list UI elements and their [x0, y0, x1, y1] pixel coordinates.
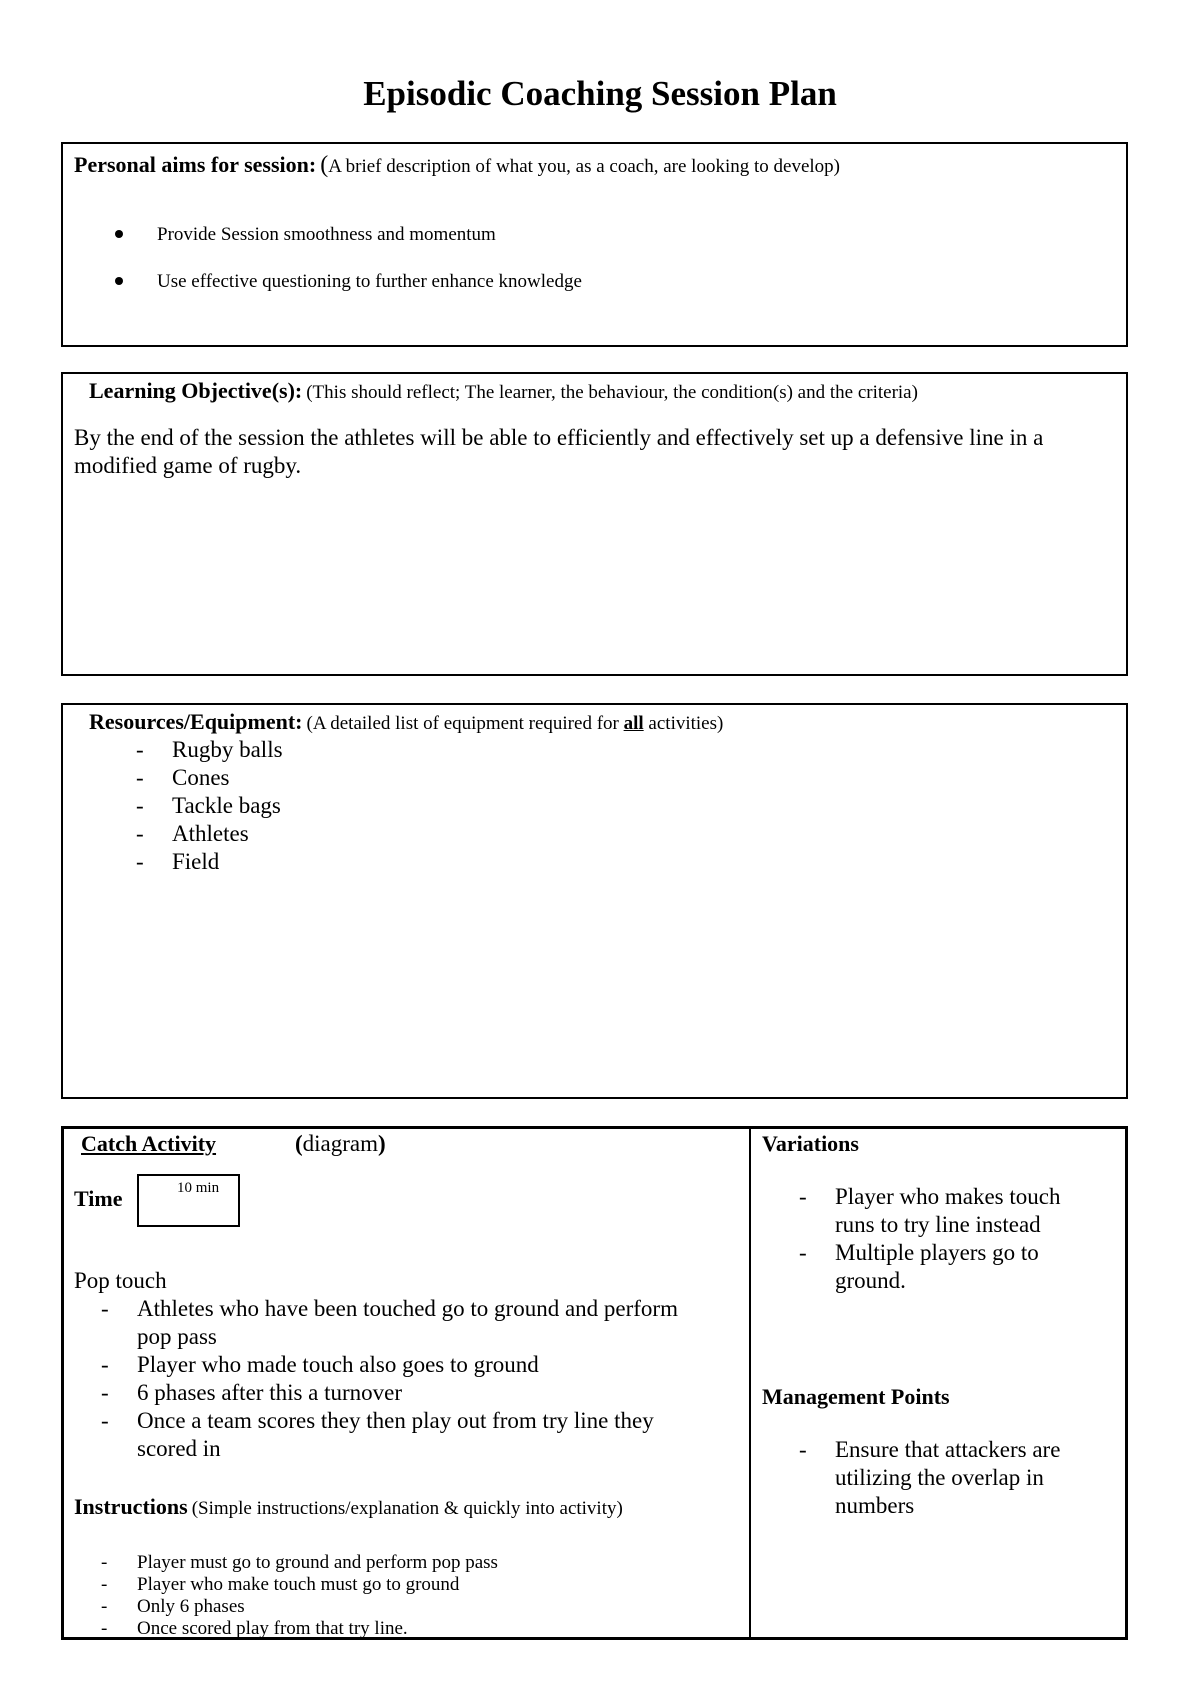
management-item: Ensure that attackers are utilizing the overlap in numbers — [835, 1437, 1061, 1518]
list-item — [762, 1239, 1102, 1295]
dash-icon: - — [136, 849, 144, 874]
list-item — [64, 1407, 704, 1463]
diagram-label — [295, 1131, 386, 1157]
personal-aims-box — [61, 142, 1128, 347]
dash-icon: - — [101, 1408, 109, 1433]
resources-list — [99, 736, 699, 876]
personal-aims-label: Personal aims for session: — [74, 152, 317, 177]
resources-box — [61, 703, 1128, 1099]
time-value: 10 min — [177, 1180, 220, 1196]
list-item — [99, 792, 699, 820]
list-item — [64, 1552, 704, 1574]
dash-icon: - — [101, 1352, 109, 1377]
list-item — [99, 736, 699, 764]
time-label: Time — [74, 1186, 123, 1211]
diagram-close-paren: ) — [378, 1131, 386, 1156]
list-item — [99, 820, 699, 848]
list-item — [762, 1183, 1102, 1239]
catch-activity-header — [81, 1131, 216, 1157]
dash-icon: - — [101, 1596, 108, 1617]
learning-objectives-label: Learning Objective(s): — [89, 378, 303, 403]
aim-item-text: Use effective questioning to further enhance knowledge — [157, 271, 582, 292]
resource-item: Tackle bags — [172, 793, 281, 818]
resources-hint-after: activities) — [648, 713, 724, 734]
list-item — [64, 1618, 704, 1640]
dash-icon: - — [799, 1184, 807, 1209]
game-name: Pop touch — [74, 1268, 167, 1293]
dash-icon: - — [101, 1618, 108, 1639]
list-item — [64, 1295, 704, 1351]
aim-item-text: Provide Session smoothness and momentum — [157, 224, 496, 245]
diagram-open-paren: ( — [295, 1131, 303, 1156]
instructions-label: Instructions — [74, 1494, 188, 1519]
instructions-list — [64, 1552, 704, 1640]
personal-aims-open-paren: ( — [320, 152, 329, 178]
resource-item: Rugby balls — [172, 737, 283, 762]
bullet-icon — [115, 230, 123, 238]
management-list — [762, 1436, 1102, 1520]
personal-aims-hint: A brief description of what you, as a coach, are looking to develop) — [328, 156, 840, 177]
dash-icon: - — [136, 793, 144, 818]
time-field — [137, 1174, 240, 1227]
learning-objective-text: By the end of the session the athletes will be able to efficiently and effectively set up a defensive line in a modified game of rugby. — [74, 425, 1044, 478]
dash-icon: - — [136, 737, 144, 762]
activity-table — [61, 1126, 1128, 1640]
variations-label: Variations — [762, 1131, 859, 1156]
resources-header — [89, 709, 723, 735]
dash-icon: - — [101, 1552, 108, 1573]
variation-item: Multiple players go to ground. — [835, 1240, 1039, 1293]
game-rules-list — [64, 1295, 704, 1463]
learning-objectives-header — [89, 378, 918, 404]
game-rule: 6 phases after this a turnover — [137, 1380, 403, 1405]
resource-item: Athletes — [172, 821, 249, 846]
game-rule: Once a team scores they then play out from try line they scored in — [137, 1408, 654, 1461]
list-item — [64, 1596, 704, 1618]
dash-icon: - — [101, 1296, 109, 1321]
dash-icon: - — [101, 1574, 108, 1595]
dash-icon: - — [799, 1240, 807, 1265]
dash-icon: - — [101, 1380, 109, 1405]
instructions-header — [74, 1494, 623, 1520]
bullet-icon — [115, 277, 123, 285]
list-item — [157, 224, 496, 246]
list-item — [99, 848, 699, 876]
game-rule: Athletes who have been touched go to ground and perform pop pass — [137, 1296, 678, 1349]
variation-item: Player who makes touch runs to try line instead — [835, 1184, 1061, 1237]
game-rule: Player who made touch also goes to ground — [137, 1352, 539, 1377]
personal-aims-header — [74, 152, 840, 179]
resource-item: Field — [172, 849, 220, 874]
diagram-text: diagram — [302, 1131, 379, 1156]
list-item — [64, 1379, 704, 1407]
instructions-hint: (Simple instructions/explanation & quickly into activity) — [191, 1498, 623, 1519]
learning-objectives-hint: (This should reflect; The learner, the behaviour, the condition(s) and the criteria) — [306, 382, 918, 403]
dash-icon: - — [136, 821, 144, 846]
list-item — [64, 1574, 704, 1596]
management-label: Management Points — [762, 1384, 950, 1409]
column-divider — [749, 1129, 751, 1637]
list-item — [99, 764, 699, 792]
resources-hint-before: (A detailed list of equipment required for — [306, 713, 619, 734]
dash-icon: - — [799, 1437, 807, 1462]
learning-objectives-box — [61, 372, 1128, 676]
list-item — [64, 1351, 704, 1379]
variations-list — [762, 1183, 1102, 1295]
instruction-item: Player who make touch must go to ground — [137, 1574, 460, 1595]
instruction-item: Player must go to ground and perform pop pass — [137, 1552, 498, 1573]
catch-activity-label: Catch Activity — [81, 1131, 217, 1156]
page-title: Episodic Coaching Session Plan — [363, 74, 837, 113]
list-item — [157, 271, 582, 293]
list-item — [762, 1436, 1102, 1520]
resources-label: Resources/Equipment: — [89, 709, 303, 734]
resources-hint-all: all — [623, 713, 644, 734]
resource-item: Cones — [172, 765, 230, 790]
dash-icon: - — [136, 765, 144, 790]
instruction-item: Once scored play from that try line. — [137, 1618, 408, 1639]
instruction-item: Only 6 phases — [137, 1596, 245, 1617]
resources-hint — [307, 713, 724, 734]
